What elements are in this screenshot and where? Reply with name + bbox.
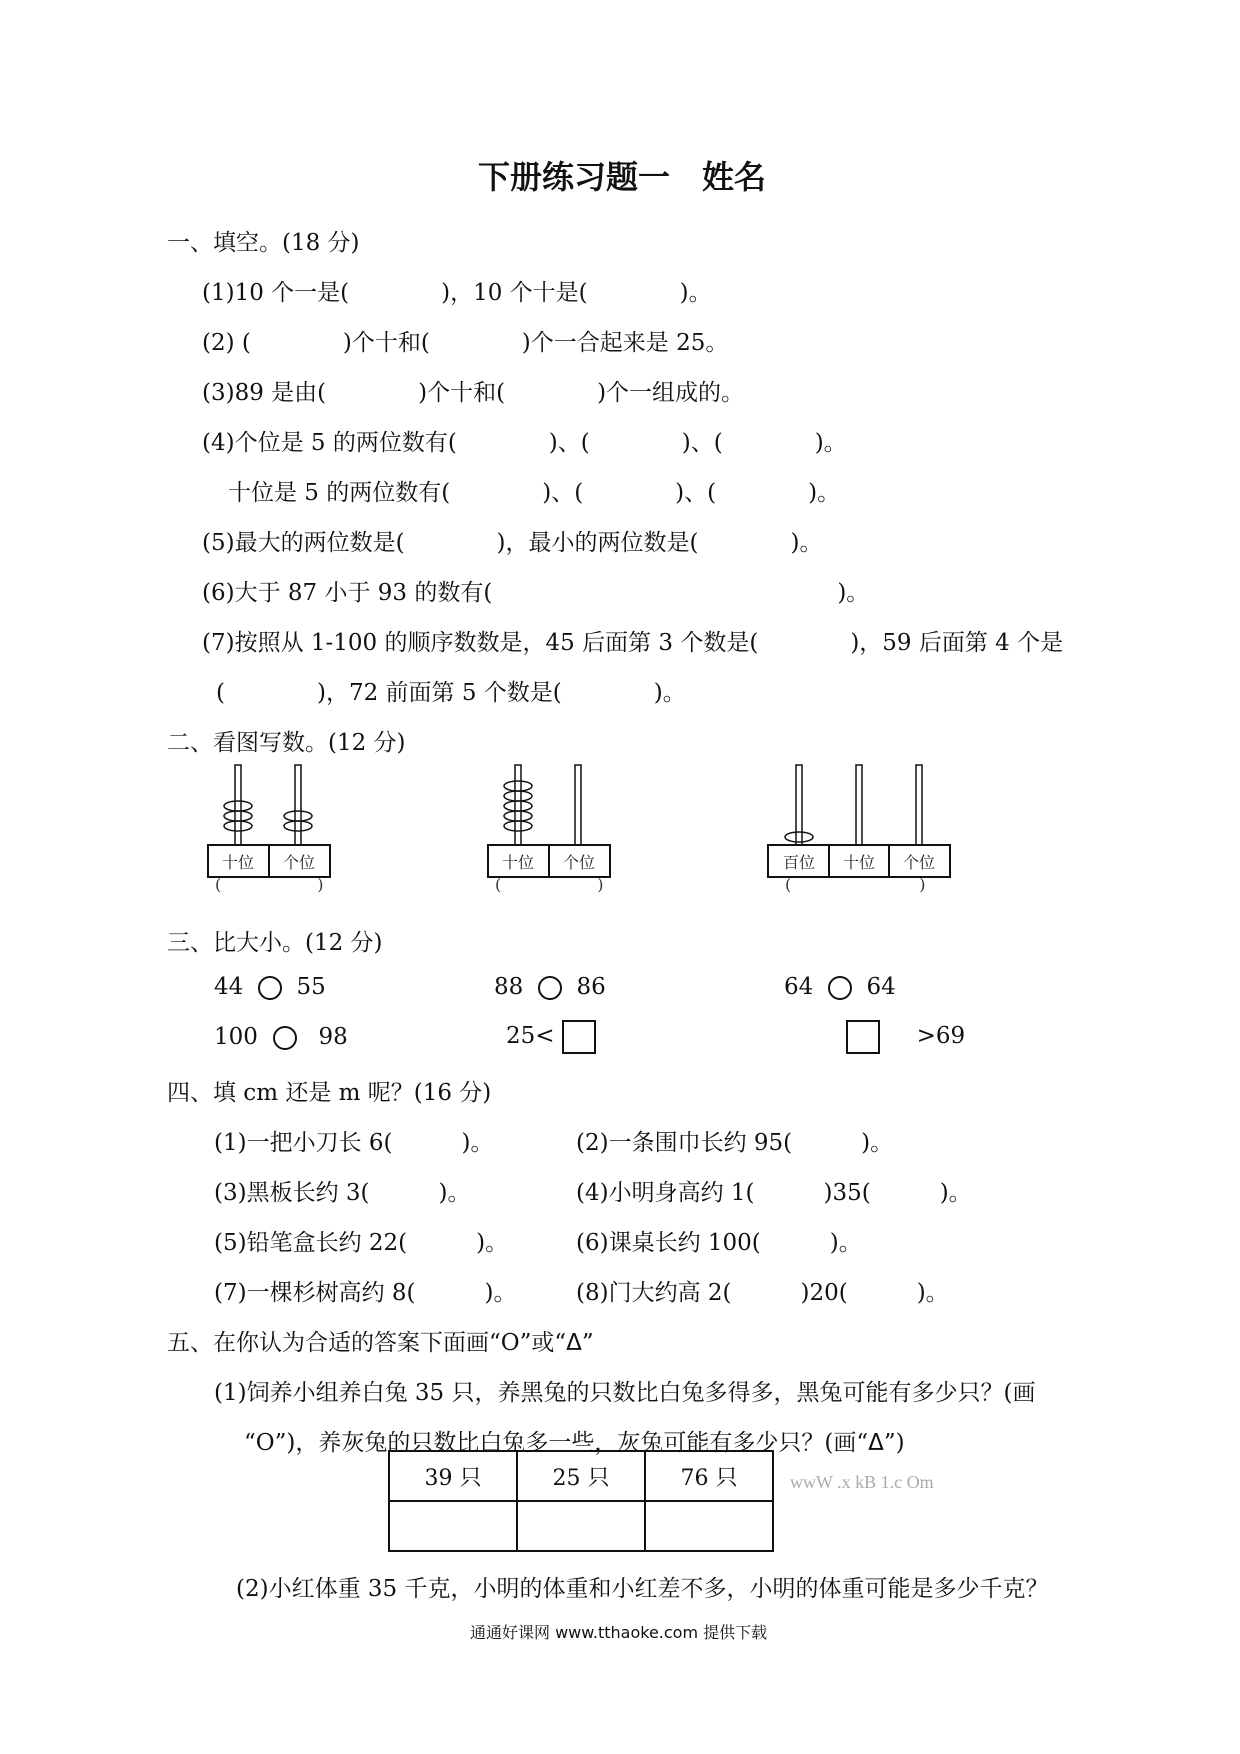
question-text: ”) xyxy=(883,1430,905,1456)
compare-item xyxy=(784,974,896,1000)
compare-item xyxy=(494,974,606,1000)
heading-text: ” xyxy=(581,1330,594,1356)
table-cell: 25 只 xyxy=(517,1451,645,1501)
unit-question: (4)小明身高约 1( )35( )。 xyxy=(576,1180,972,1206)
table-cell: 76 只 xyxy=(645,1451,773,1501)
question-1-3: (3)89 是由( )个十和( )个一组成的。 xyxy=(202,380,745,406)
question-1-1: (1)10 个一是( )，10 个十是( )。 xyxy=(202,280,712,306)
compare-left: 25< xyxy=(506,1023,555,1049)
question-1-2: (2) ( )个十和( )个一合起来是 25。 xyxy=(202,330,729,356)
place-label: 十位 xyxy=(501,853,535,872)
compare-right: >69 xyxy=(916,1023,966,1049)
compare-right: 86 xyxy=(576,974,606,1000)
question-1-5: (5)最大的两位数是( )，最小的两位数是( )。 xyxy=(202,530,823,556)
footer-credit: 通通好课网 www.tthaoke.com 提供下载 xyxy=(470,1623,768,1642)
place-label: 十位 xyxy=(221,853,255,872)
triangle-icon: Δ xyxy=(566,1330,582,1356)
place-label: 个位 xyxy=(562,853,596,872)
unit-question: (6)课桌长约 100( )。 xyxy=(576,1230,862,1256)
answer-box[interactable] xyxy=(562,1020,596,1054)
triangle-icon: Δ xyxy=(868,1430,884,1456)
compare-circle[interactable] xyxy=(273,1026,297,1050)
question-1-4a: (4)个位是 5 的两位数有( )、( )、( )。 xyxy=(202,430,847,456)
unit-question: (2)一条围巾长约 95( )。 xyxy=(576,1130,894,1156)
compare-left: 64 xyxy=(784,974,814,1000)
compare-item xyxy=(846,1020,965,1054)
unit-question: (8)门大约高 2( )20( )。 xyxy=(576,1280,949,1306)
question-1-7b: ( )，72 前面第 5 个数是( )。 xyxy=(216,680,686,706)
compare-right: 55 xyxy=(296,974,326,1000)
compare-item xyxy=(214,974,326,1000)
compare-right: 98 xyxy=(318,1024,348,1050)
question-1-7a: (7)按照从 1-100 的顺序数数是，45 后面第 3 个数是( )，59 后面第 4 个是 xyxy=(202,630,1064,656)
compare-left: 88 xyxy=(494,974,524,1000)
section-4-heading: 四、填 cm 还是 m 呢？(16 分) xyxy=(167,1080,492,1106)
answer-paren: ( ) xyxy=(215,875,324,894)
place-label: 十位 xyxy=(842,853,876,872)
section-5-heading xyxy=(167,1324,594,1357)
question-5-1a: (1)饲养小组养白兔 35 只，养黑兔的只数比白兔多得多，黑兔可能有多少只？(画 xyxy=(214,1380,1036,1406)
unit-question: (5)铅笔盒长约 22( )。 xyxy=(214,1230,509,1256)
unit-question: (1)一把小刀长 6( )。 xyxy=(214,1130,494,1156)
watermark: wwW .x kB 1.c Om xyxy=(790,1472,934,1492)
compare-left: 44 xyxy=(214,974,244,1000)
compare-item xyxy=(214,1024,348,1050)
question-5-2: (2)小红体重 35 千克，小明的体重和小红差不多，小明的体重可能是多少千克？ xyxy=(236,1576,1049,1602)
place-label: 百位 xyxy=(782,853,816,872)
question-text: “O”)，养灰兔的只数比白兔多一些，灰兔可能有多少只？(画“ xyxy=(244,1430,869,1456)
section-3-heading: 三、比大小。(12 分) xyxy=(167,930,383,956)
section-2-heading: 二、看图写数。(12 分) xyxy=(167,730,406,756)
section-1-heading: 一、填空。(18 分) xyxy=(167,230,360,256)
unit-question: (7)一棵杉树高约 8( )。 xyxy=(214,1280,517,1306)
compare-circle[interactable] xyxy=(828,976,852,1000)
answer-paren: ( ) xyxy=(495,875,604,894)
question-1-6: (6)大于 87 小于 93 的数有( )。 xyxy=(202,580,870,606)
place-label: 个位 xyxy=(282,853,316,872)
table-cell: 39 只 xyxy=(389,1451,517,1501)
question-1-4b: 十位是 5 的两位数有( )、( )、( )。 xyxy=(228,480,841,506)
unit-question: (3)黑板长约 3( )。 xyxy=(214,1180,471,1206)
answer-cell[interactable] xyxy=(517,1501,645,1551)
answer-table xyxy=(388,1450,774,1552)
compare-right: 64 xyxy=(866,974,896,1000)
answer-cell[interactable] xyxy=(389,1501,517,1551)
answer-paren: ( ) xyxy=(785,875,926,894)
answer-cell[interactable] xyxy=(645,1501,773,1551)
compare-item xyxy=(506,1020,596,1054)
answer-box[interactable] xyxy=(846,1020,880,1054)
compare-circle[interactable] xyxy=(258,976,282,1000)
place-label: 个位 xyxy=(902,853,936,872)
page-title: 下册练习题一 姓名 xyxy=(478,158,767,196)
compare-left: 100 xyxy=(214,1024,258,1050)
compare-circle[interactable] xyxy=(538,976,562,1000)
heading-text: 五、在你认为合适的答案下面画“O”或“ xyxy=(167,1330,567,1356)
